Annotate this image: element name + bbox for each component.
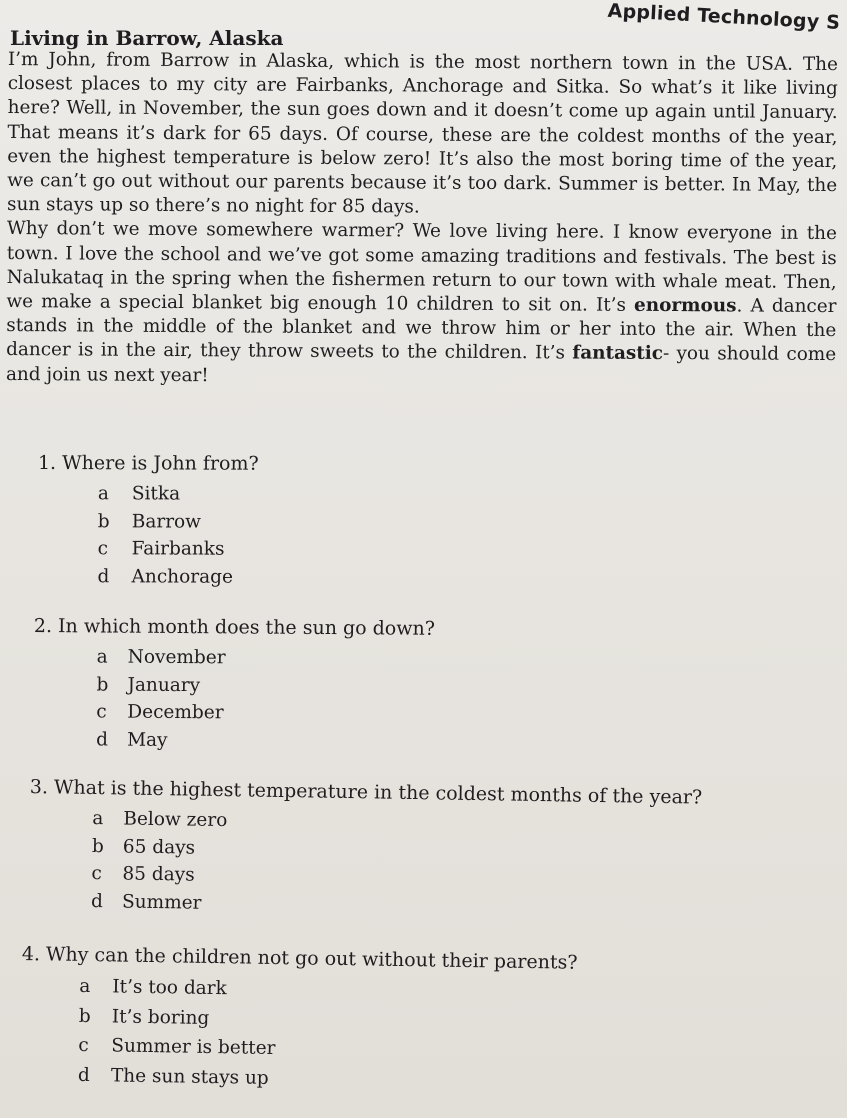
option-letter: a bbox=[96, 646, 108, 668]
option-letter: a bbox=[79, 975, 91, 998]
option-text: Sitka bbox=[131, 483, 181, 505]
answer-option[interactable] bbox=[38, 480, 259, 508]
option-text: November bbox=[127, 646, 226, 669]
answer-option[interactable] bbox=[38, 507, 259, 535]
option-text: It’s boring bbox=[111, 1005, 210, 1029]
question-stem: 1. Where is John from? bbox=[37, 452, 259, 475]
option-letter: c bbox=[96, 701, 107, 723]
option-letter: c bbox=[91, 862, 103, 885]
option-letter: d bbox=[90, 890, 104, 912]
question-4 bbox=[20, 943, 578, 1098]
passage-text: Why don’t we move somewhere warmer? We love living here. I know everyone in the town. I love the school and we’ve got some amazing traditions and festivals. The best is Nalukataq in the spring when the fishermen return to our town with whale meat. Then, we make a special blanket big enough 10 children to sit on. It’s bbox=[6, 218, 837, 316]
option-letter: b bbox=[78, 1005, 91, 1027]
option-letter: b bbox=[96, 673, 109, 696]
question-3 bbox=[28, 776, 702, 925]
question-2 bbox=[33, 615, 435, 756]
option-letter: d bbox=[96, 728, 109, 751]
passage-title: Living in Barrow, Alaska bbox=[10, 26, 284, 50]
option-letter: d bbox=[77, 1064, 90, 1086]
option-text: Barrow bbox=[131, 510, 202, 533]
option-text: December bbox=[127, 701, 224, 724]
option-letter: c bbox=[78, 1034, 89, 1057]
answer-option[interactable] bbox=[34, 643, 435, 673]
option-text: The sun stays up bbox=[110, 1064, 269, 1089]
option-text: Anchorage bbox=[131, 565, 233, 588]
option-text: Summer bbox=[121, 890, 202, 914]
question-stem: 4. Why can the children not go out without their parents? bbox=[21, 943, 578, 974]
option-text: 85 days bbox=[122, 863, 195, 886]
answer-option[interactable] bbox=[33, 698, 434, 728]
page-header: Applied Technology S bbox=[607, 0, 841, 34]
option-letter: a bbox=[97, 483, 109, 505]
option-text: Summer is better bbox=[111, 1035, 276, 1059]
question-stem: 3. What is the highest temperature in the coldest months of the year? bbox=[29, 776, 703, 809]
bold-word-enormous: enormous bbox=[633, 294, 737, 317]
option-text: Below zero bbox=[123, 808, 228, 832]
bold-word-fantastic: fantastic bbox=[572, 342, 664, 365]
answer-option[interactable] bbox=[38, 562, 259, 590]
passage-paragraph-2 bbox=[6, 217, 837, 391]
option-text: Fairbanks bbox=[131, 538, 225, 560]
question-1 bbox=[38, 452, 259, 591]
passage-text: . A dancer stands in the middle of the blanket and we throw him or her into the air. When the dancer is in the air, they throw sweets to the children. It’s bbox=[6, 295, 837, 364]
answer-option[interactable] bbox=[33, 725, 434, 755]
passage-paragraph-1: I’m John, from Barrow in Alaska, which is the most northern town in the USA. The closest places to my city are Fairbanks, Anchorage and Sitka. So what’s it like living here? Well, in November, the sun goes down and it doesn’t come up again until January. That means it’s dark for 65 days. Of course, these are the coldest months of the year, even the highest temperature is below zero! It’s also the most boring time of the year, we can’t go out without our parents because it’s too dark. Summer is better. In May, the sun stays up so there’s no night for 85 days. bbox=[6, 48, 838, 218]
passage-text: - you should come and join us next year! bbox=[5, 343, 837, 386]
question-stem: 2. In which month does the sun go down? bbox=[33, 615, 436, 640]
option-letter: b bbox=[91, 835, 104, 857]
answer-option[interactable] bbox=[33, 670, 434, 700]
option-text: 65 days bbox=[122, 835, 196, 859]
option-letter: b bbox=[97, 510, 110, 532]
reading-passage bbox=[6, 48, 838, 392]
option-text: May bbox=[127, 729, 168, 751]
option-text: January bbox=[127, 674, 201, 696]
answer-option[interactable] bbox=[38, 535, 259, 563]
option-letter: a bbox=[92, 807, 104, 830]
option-text: It’s too dark bbox=[112, 976, 227, 1000]
option-letter: c bbox=[97, 538, 109, 560]
option-letter: d bbox=[97, 565, 110, 587]
